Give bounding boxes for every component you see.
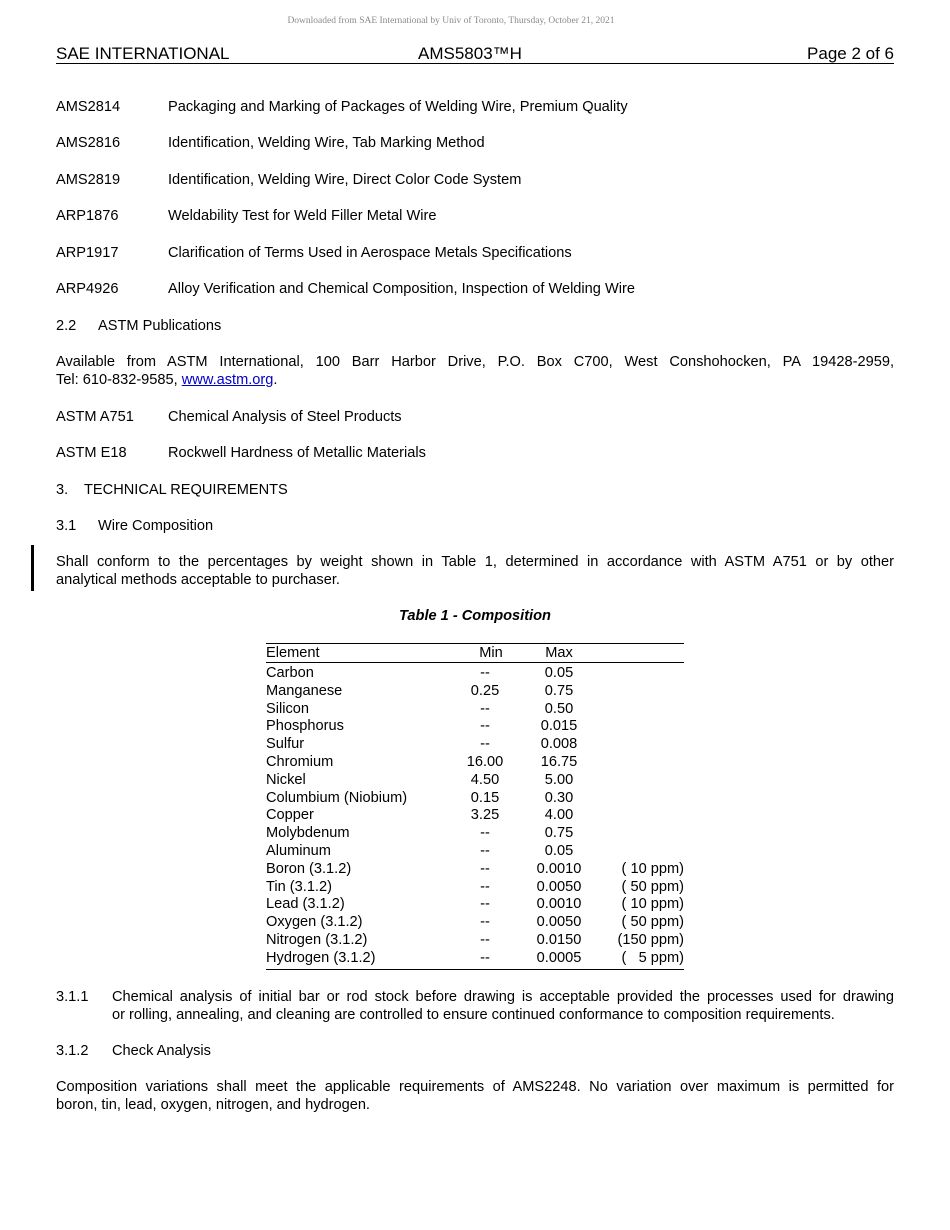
table-cell-min: -- <box>480 878 490 895</box>
paragraph-text: . <box>273 372 278 388</box>
table-cell-max: 5.00 <box>544 771 574 788</box>
table-header-element: Element <box>266 645 320 661</box>
table-bottom-rule <box>266 969 684 970</box>
ref-title: Chemical Analysis of Steel Products <box>168 409 402 425</box>
paragraph-line: Available from ASTM International, 100 Barr Harbor Drive, P.O. Box C700, West Conshohocken, PA 19428-2959, <box>56 354 894 370</box>
table-cell-min: -- <box>480 825 490 842</box>
section-number: 3. <box>56 482 69 498</box>
table-cell-element: Sulfur <box>266 736 305 753</box>
ref-code: ARP4926 <box>56 281 119 297</box>
table-cell-element: Carbon <box>266 665 314 681</box>
header-rule <box>56 63 894 64</box>
section-heading: ASTM Publications <box>98 318 222 334</box>
section-number: 3.1.1 <box>56 989 89 1005</box>
table-cell-min: -- <box>480 914 490 931</box>
paragraph-line: Composition variations shall meet the applicable requirements of AMS2248. No variation over maximum is permitted for <box>56 1079 894 1095</box>
check-analysis-paragraph <box>56 1078 894 1114</box>
table-cell-ppm: (150 ppm) <box>617 932 684 948</box>
table-cell-element: Tin (3.1.2) <box>266 878 332 895</box>
table-top-rule <box>266 643 684 644</box>
table-cell-max: 0.50 <box>544 700 574 717</box>
table-cell-min: -- <box>480 932 490 948</box>
table-cell-max: 0.30 <box>544 789 574 806</box>
table-cell-ppm: ( 10 ppm) <box>621 860 684 877</box>
ref-title: Identification, Welding Wire, Tab Marking Method <box>168 135 485 151</box>
table-cell-element: Chromium <box>266 754 334 770</box>
table-cell-max: 0.0010 <box>536 896 582 913</box>
table-cell-max: 0.05 <box>544 665 574 681</box>
section-number: 2.2 <box>56 318 77 334</box>
table-cell-element: Molybdenum <box>266 825 350 842</box>
ref-code: AMS2814 <box>56 99 121 115</box>
table-cell-ppm: ( 50 ppm) <box>621 878 684 895</box>
section-heading: TECHNICAL REQUIREMENTS <box>84 482 288 498</box>
astm-availability-paragraph <box>56 353 894 389</box>
ref-title: Identification, Welding Wire, Direct Color Code System <box>168 172 522 188</box>
ref-title: Alloy Verification and Chemical Composition, Inspection of Welding Wire <box>168 281 635 297</box>
paragraph-line: boron, tin, lead, oxygen, nitrogen, and hydrogen. <box>56 1097 370 1113</box>
table-cell-max: 0.0050 <box>536 914 582 931</box>
table-cell-element: Nitrogen (3.1.2) <box>266 932 368 948</box>
table-cell-max: 0.015 <box>540 718 578 735</box>
section-number: 3.1 <box>56 518 77 534</box>
table-cell-element: Copper <box>266 807 314 824</box>
table-cell-min: 4.50 <box>470 771 500 788</box>
astm-website-link[interactable]: www.astm.org <box>181 372 274 388</box>
table-cell-max: 0.0010 <box>536 860 582 877</box>
table-cell-max: 0.75 <box>544 682 574 699</box>
table-cell-max: 4.00 <box>544 807 574 824</box>
table-cell-min: -- <box>480 736 490 753</box>
table-cell-ppm: ( 10 ppm) <box>621 896 684 913</box>
paragraph-line: or rolling, annealing, and cleaning are controlled to ensure continued conformance to composition requirements. <box>112 1007 835 1023</box>
table-cell-min: -- <box>480 949 490 966</box>
revision-change-bar <box>31 545 34 591</box>
paragraph-line: analytical methods acceptable to purchaser. <box>56 572 340 588</box>
table-caption: Table 1 - Composition <box>399 608 551 624</box>
table-cell-element: Silicon <box>266 700 309 717</box>
ref-title: Rockwell Hardness of Metallic Materials <box>168 445 426 461</box>
table-cell-min: -- <box>480 700 490 717</box>
table-cell-min: -- <box>480 896 490 913</box>
table-cell-element: Manganese <box>266 682 343 699</box>
paragraph-line: Chemical analysis of initial bar or rod stock before drawing is acceptable provided the processes used for drawing <box>112 989 894 1005</box>
table-cell-element: Lead (3.1.2) <box>266 896 345 913</box>
section-number: 3.1.2 <box>56 1043 89 1059</box>
table-cell-min: 3.25 <box>470 807 500 824</box>
ref-code: AMS2816 <box>56 135 121 151</box>
ref-title: Clarification of Terms Used in Aerospace Metals Specifications <box>168 245 572 261</box>
header-publisher: SAE INTERNATIONAL <box>56 44 230 63</box>
ref-title: Weldability Test for Weld Filler Metal Wire <box>168 208 437 224</box>
table-cell-max: 0.0050 <box>536 878 582 895</box>
header-page-number: Page 2 of 6 <box>807 44 894 63</box>
ref-code: ASTM E18 <box>56 445 127 461</box>
table-cell-min: 0.15 <box>470 789 500 806</box>
table-cell-max: 0.05 <box>544 843 574 859</box>
table-header-rule <box>266 662 684 663</box>
paragraph-line <box>56 371 894 389</box>
ref-code: ARP1917 <box>56 245 119 261</box>
table-cell-element: Columbium (Niobium) <box>266 789 408 806</box>
table-cell-min: -- <box>480 718 490 735</box>
ref-code: ARP1876 <box>56 208 119 224</box>
paragraph-line: Shall conform to the percentages by weight shown in Table 1, determined in accordance with ASTM A751 or by other <box>56 554 894 570</box>
ref-code: AMS2819 <box>56 172 121 188</box>
section-heading: Wire Composition <box>98 518 214 534</box>
section-3-1-1-paragraph <box>112 988 894 1024</box>
composition-paragraph <box>56 553 894 589</box>
table-cell-ppm: ( 5 ppm) <box>621 949 684 966</box>
header-document-id: AMS5803™H <box>418 44 522 63</box>
table-cell-max: 0.0005 <box>536 949 582 966</box>
table-cell-element: Oxygen (3.1.2) <box>266 914 363 931</box>
ref-title: Packaging and Marking of Packages of Welding Wire, Premium Quality <box>168 99 628 115</box>
table-cell-element: Aluminum <box>266 843 331 859</box>
table-cell-max: 0.75 <box>544 825 574 842</box>
download-watermark: Downloaded from SAE International by Univ of Toronto, Thursday, October 21, 2021 <box>287 16 615 26</box>
ref-code: ASTM A751 <box>56 409 134 425</box>
table-cell-min: -- <box>480 665 490 681</box>
table-cell-min: 16.00 <box>466 754 504 770</box>
table-cell-element: Nickel <box>266 771 306 788</box>
table-cell-ppm: ( 50 ppm) <box>621 914 684 931</box>
paragraph-text: Tel: 610-832-9585, <box>56 372 182 388</box>
table-cell-element: Boron (3.1.2) <box>266 860 352 877</box>
table-cell-max: 0.0150 <box>536 932 582 948</box>
table-cell-min: 0.25 <box>470 682 500 699</box>
table-cell-min: -- <box>480 843 490 859</box>
table-header-max: Max <box>545 645 573 661</box>
table-cell-max: 0.008 <box>540 736 578 753</box>
table-cell-element: Phosphorus <box>266 718 344 735</box>
table-cell-max: 16.75 <box>540 754 578 770</box>
table-cell-min: -- <box>480 860 490 877</box>
section-heading: Check Analysis <box>112 1043 211 1059</box>
table-cell-element: Hydrogen (3.1.2) <box>266 949 376 966</box>
table-header-min: Min <box>479 645 503 661</box>
